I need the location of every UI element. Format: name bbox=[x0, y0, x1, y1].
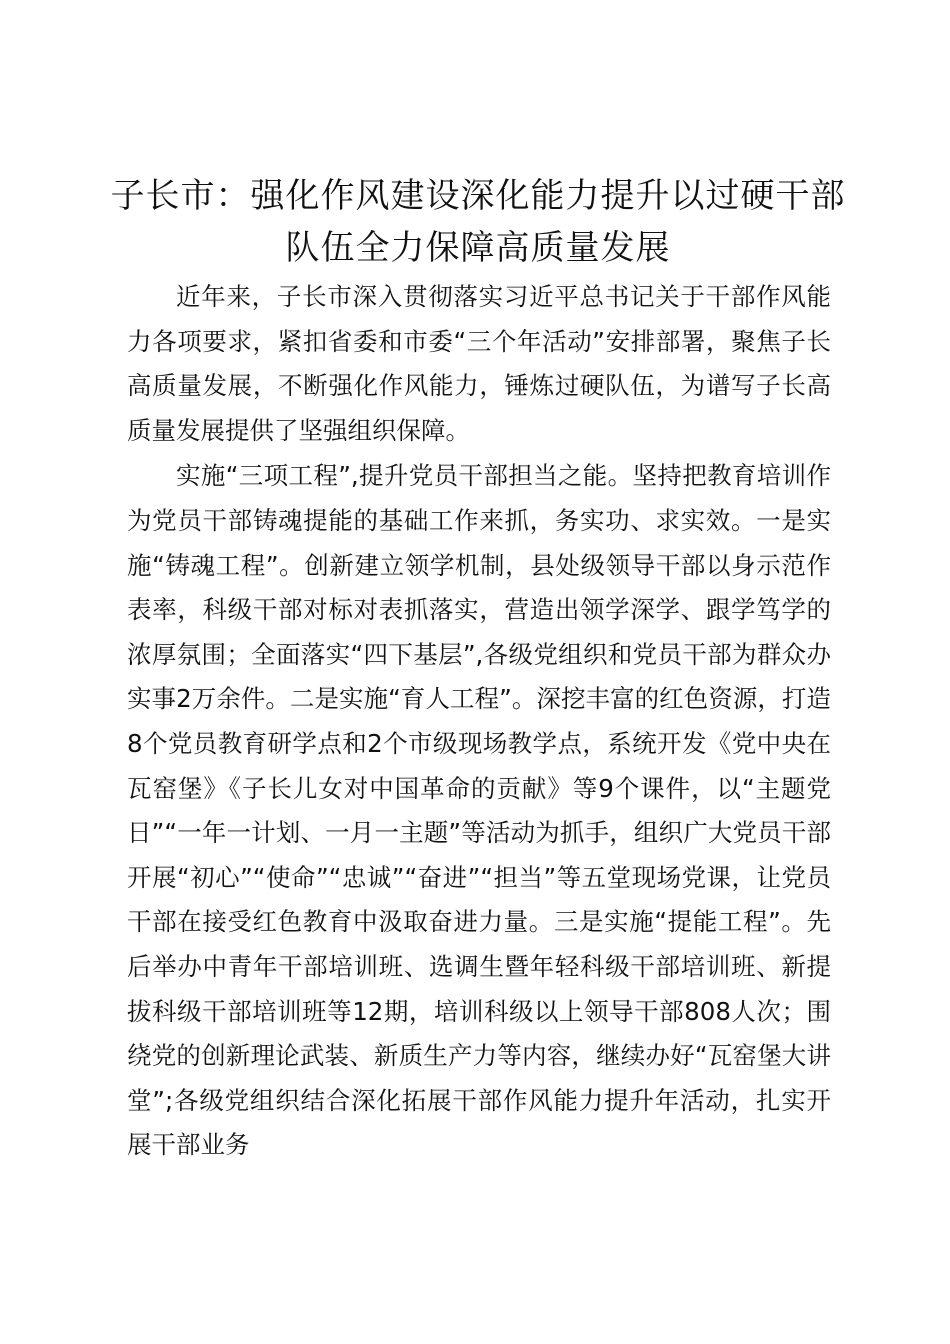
document-body bbox=[127, 275, 831, 1169]
paragraph-three-projects: 实施“三项工程”,提升党员干部担当之能。坚持把教育培训作为党员干部铸魂提能的基础工作来抓，务实功、求实效。一是实施“铸魂工程”。创新建立领学机制，县处级领导干部以身示范作表率，科级干部对标对表抓落实，营造出领学深学、跟学笃学的浓厚氛围；全面落实“四下基层”,各级党组织和党员干部为群众办实事2万余件。二是实施“育人工程”。深挖丰富的红色资源，打造8个党员教育研学点和2个市级现场教学点，系统开发《党中央在瓦窑堡》《子长儿女对中国革命的贡献》等9个课件，以“主题党日”“一年一计划、一月一主题”等活动为抓手，组织广大党员干部开展“初心”“使命”“忠诚”“奋进”“担当”等五堂现场党课，让党员干部在接受红色教育中汲取奋进力量。三是实施“提能工程”。先后举办中青年干部培训班、选调生暨年轻科级干部培训班、新提拔科级干部培训班等12期，培训科级以上领导干部808人次；围绕党的创新理论武装、新质生产力等内容，继续办好“瓦窑堡大讲堂”;各级党组织结合深化拓展干部作风能力提升年活动，扎实开展干部业务 bbox=[127, 461, 831, 1160]
paragraph-intro: 近年来，子长市深入贯彻落实习近平总书记关于干部作风能力各项要求，紧扣省委和市委“三个年活动”安排部署，聚焦子长高质量发展，不断强化作风能力，锤炼过硬队伍，为谱写子长高质量发展提供了坚强组织保障。 bbox=[127, 282, 831, 445]
document-title: 子长市：强化作风建设深化能力提升以过硬干部队伍全力保障高质量发展 bbox=[110, 176, 846, 268]
